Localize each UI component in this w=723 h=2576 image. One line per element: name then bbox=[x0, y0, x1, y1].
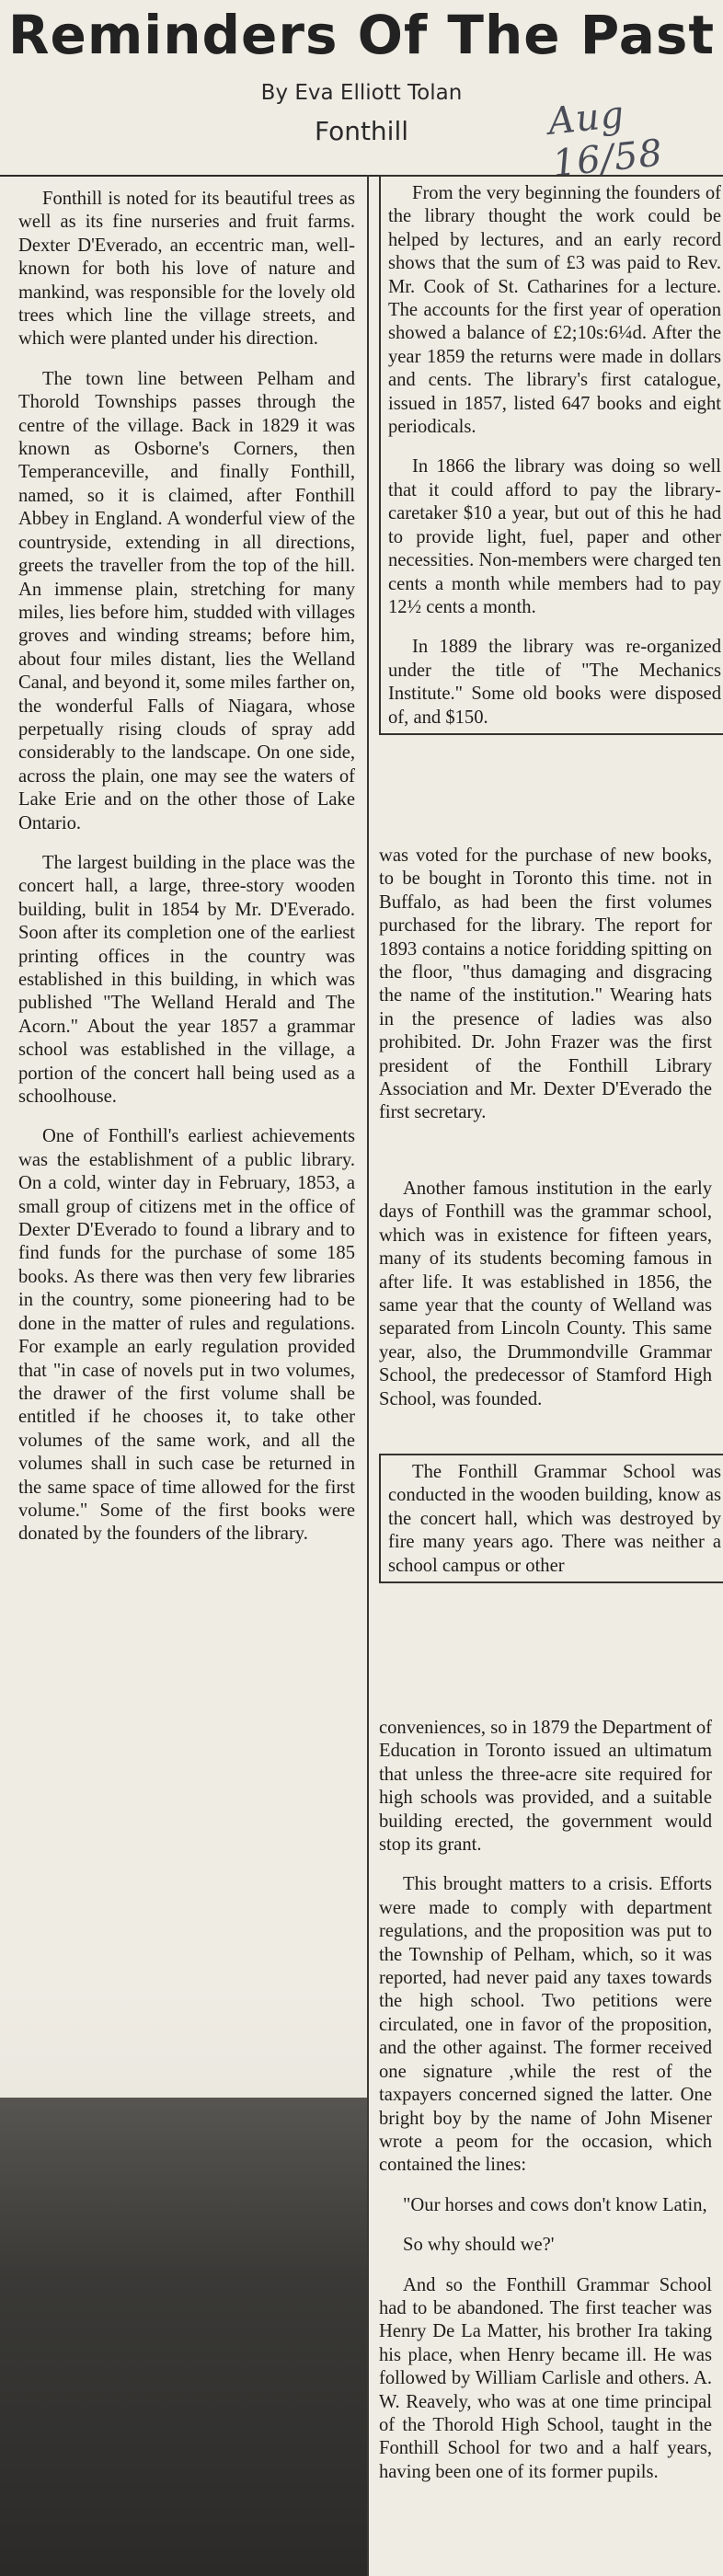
right-column-grammar-school bbox=[379, 1178, 712, 1428]
right-column-continuation bbox=[379, 845, 712, 1142]
right-column-conclusion bbox=[379, 1717, 712, 2501]
paragraph: From the very beginning the founders of the library thought the work could be helped by lectures, and an early record shows that the sum of £3 was paid to Rev. Mr. Cook of St. Catharines for a lecture. The accounts for the first year of operation showed a balance of £2;10s:6¼d. After the year 1859 the returns were made in dollars and cents. The library's first catalogue, issued in 1857, listed 647 books and eight periodicals. bbox=[388, 183, 721, 438]
paragraph: The largest building in the place was the concert hall, a large, three-story wooden building, bulit in 1854 by Mr. D'Everado. Soon after its completion one of the earliest printing offices in the country was established in this building, in which was published "The Welland Herald and The Acorn." About the year 1857 a grammar school was established in the village, a portion of the concert hall being used as a schoolhouse. bbox=[18, 852, 355, 1108]
paragraph: In 1889 the library was re-organized under the title of "The Mechanics Institute." Some old books were disposed of, and $150. bbox=[388, 637, 721, 728]
paragraph: One of Fonthill's earliest achievements was the establishment of a public library. On a cold, winter day in February, 1853, a small group of citizens met in the office of Dexter D'Everado to found a library and to find funds for the purchase of some 185 books. As there was then very few libraries in the country, some pioneering had to be done in the matter of rules and regulations. For example an early regulation provided that "in case of novels put in two volumes, the drawer of the first volume shall be entitled if he chooses it, to take other volumes of the same work, and all the volumes shall in such case be returned in the same space of time allowed for the first volume." Some of the first books were donated by the founders of the library. bbox=[18, 1126, 355, 1545]
paragraph: The town line between Pelham and Thorold Townships passes through the centre of the village. Back in 1829 it was known as Osborne's Corners, then Temperanceville, and finally Fonthill, named, so it is claimed, after Fonthill Abbey in England. A wonderful view of the countryside, extending in all directions, greets the traveller from the top of the hill. An immense plain, stretching for many miles, lies before him, studded with villages groves and winding streams; before him, about four miles distant, lies the Welland Canal, and beyond it, some miles farther on, the wonderful Falls of Niagara, whose perpetually rising clouds of spray add considerably to the landscape. On one side, across the plain, one may see the waters of Lake Erie and on the other those of Lake Ontario. bbox=[18, 368, 355, 834]
dateline: Fonthill bbox=[314, 116, 409, 146]
right-column-text bbox=[379, 1717, 712, 2484]
poem-line: So why should we?' bbox=[403, 2235, 555, 2256]
right-column-text bbox=[388, 182, 721, 730]
paragraph: And so the Fonthill Grammar School had to be abandoned. The first teacher was Henry De La Matter, his brother Ira taking his place, when Henry became ill. He was followed by William Carlisle and others. A. W. Reavely, who was at one time principal of the Thorold High School, taught in the Fonthill School for two and a half years, having been one of its former pupils. bbox=[379, 2274, 712, 2482]
paragraph: conveniences, so in 1879 the Department of Education in Toronto issued an ultimatum that unless the three-acre site required for high schools was provided, and a suitable building erected, the government would stop its grant. bbox=[379, 1718, 712, 1856]
masthead bbox=[0, 0, 723, 186]
poem-line: "Our horses and cows don't know Latin, bbox=[403, 2194, 707, 2215]
right-column-text bbox=[388, 1461, 721, 1578]
column-rule bbox=[367, 175, 369, 2576]
paragraph: was voted for the purchase of new books, to be bought in Toronto this time. not in Buffalo, as had been the first volumes purchased for the library. The report for 1893 contains a notice foridding spitting on the floor, "thus damaging and disgracing the name of the institution." Wearing hats in the presence of ladies was also prohibited. Dr. John Frazer was the first president of the Fonthill Library Association and Mr. Dexter D'Everado the first secretary. bbox=[379, 845, 712, 1123]
paragraph: This brought matters to a crisis. Efforts were made to comply with department regulations, and the proposition was put to the Township of Pelham, which, so it was reported, had never paid any taxes towards the high school. Two petitions were circulated, one in favor of the proposition, and the other against. The former received one signature ,while the rest of the taxpayers concerned signed the latter. One bright boy by the name of John Misener wrote a peom for the occasion, which contained the lines: bbox=[379, 1874, 712, 2176]
right-column-text bbox=[379, 1178, 712, 1411]
right-column-box-library bbox=[379, 175, 723, 735]
paragraph: Another famous institution in the early days of Fonthill was the grammar school, which was in existence for fifteen years, many of its students becoming famous in after life. It was established in 1856, the same year that the county of Welland was separated from Lincoln County. This same year, also, the Drummondville Grammar School, the predecessor of Stamford High School, was founded. bbox=[379, 1179, 712, 1409]
left-column bbox=[18, 188, 355, 1563]
clipping-edge bbox=[0, 1983, 367, 2098]
paragraph: In 1866 the library was doing so well that it could afford to pay the library-caretaker $10 a year, but out of this he had to provide light, fuel, paper and other necessities. Non-members were charged ten cents a month while members had to pay 12½ cents a month. bbox=[388, 456, 721, 617]
paragraph: The Fonthill Grammar School was conducted in the wooden building, know as the concert hall, which was destroyed by fire many years ago. There was neither a school campus or other bbox=[388, 1462, 721, 1576]
right-column-text bbox=[379, 845, 712, 1125]
right-column-box-school bbox=[379, 1454, 723, 1583]
background-shadow bbox=[0, 2098, 367, 2576]
handwritten-date: Aug 16/58 bbox=[545, 93, 665, 186]
headline: Reminders Of The Past bbox=[7, 4, 716, 66]
byline: By Eva Elliott Tolan bbox=[260, 81, 463, 105]
paragraph: Fonthill is noted for its beautiful trees as well as its fine nurseries and fruit farms. Dexter D'Everado, an eccentric man, well-known for both his love of nature and mankind, was responsible for the lovely old trees which line the village streets, and which were planted under his direction. bbox=[18, 189, 355, 350]
